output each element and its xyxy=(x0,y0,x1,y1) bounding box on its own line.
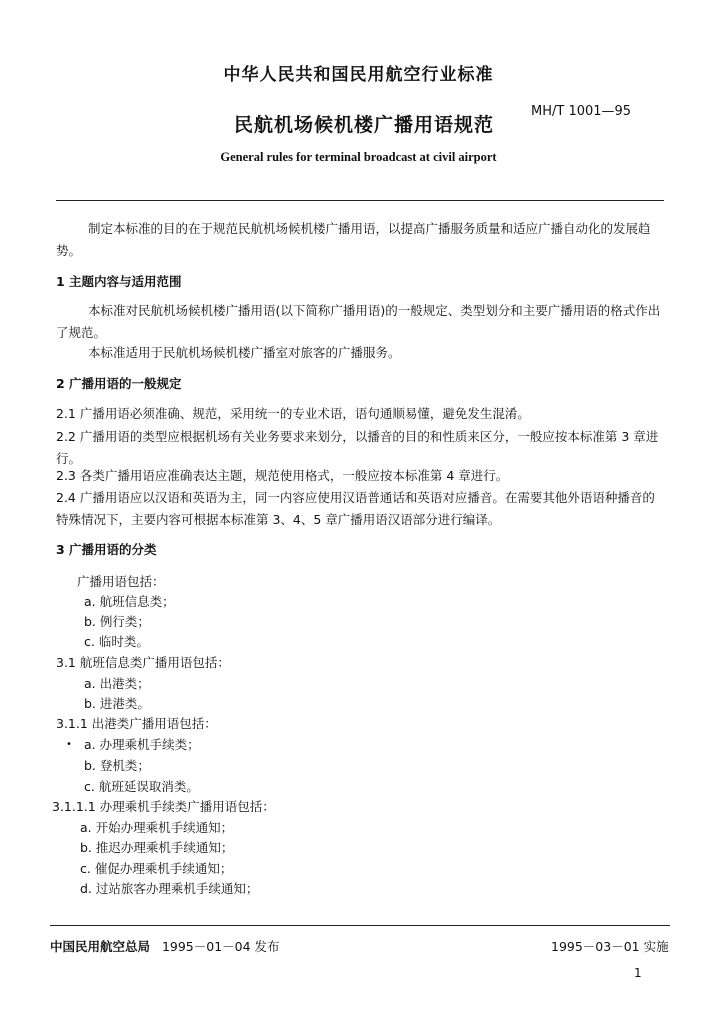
list-line: a. 开始办理乘机手续通知； xyxy=(80,820,234,835)
footer-issuer-line xyxy=(50,937,280,955)
section-1-paragraph-1: 本标准对民航机场候机楼广播用语(以下简称广播用语)的一般规定、类型划分和主要广播用语的格式作出了规范。 xyxy=(56,303,661,340)
section-1-heading: 1 主题内容与适用范围 xyxy=(56,274,182,289)
list-line: a. 航班信息类； xyxy=(84,594,175,609)
list-line: c. 催促办理乘机手续通知； xyxy=(80,861,233,876)
section-3-heading: 3 广播用语的分类 xyxy=(56,542,157,557)
list-line: c. 临时类。 xyxy=(84,634,149,649)
page-number: 1 xyxy=(634,966,642,980)
list-line: 广播用语包括： xyxy=(77,574,165,589)
clause-2-1: 2.1 广播用语必须准确、规范，采用统一的专业术语，语句通顺易懂，避免发生混淆。 xyxy=(56,406,530,421)
footer-rule xyxy=(50,925,670,926)
issuer: 中国民用航空总局 xyxy=(50,939,151,954)
standard-title: 民航机场候机楼广播用语规范 xyxy=(234,114,495,136)
intro-paragraph: 制定本标准的目的在于规范民航机场候机楼广播用语，以提高广播服务质量和适应广播自动化的发展趋势。 xyxy=(56,221,651,258)
list-line: a. 出港类； xyxy=(84,676,150,691)
english-title: General rules for terminal broadcast at civil airport xyxy=(220,150,497,164)
header-rule xyxy=(56,200,664,201)
clause-2-4: 2.4 广播用语应以汉语和英语为主，同一内容应使用汉语普通话和英语对应播音。在需要其他外语语种播音的特殊情况下，主要内容可根据本标准第 3、4、5 章广播用语汉语部分进行编译。 xyxy=(56,490,655,527)
list-line: b. 进港类。 xyxy=(84,696,150,711)
list-line: b. 例行类； xyxy=(84,614,150,629)
list-line: 3.1.1.1 办理乘机手续类广播用语包括： xyxy=(52,799,275,814)
list-line: c. 航班延误取消类。 xyxy=(84,779,199,794)
list-line: b. 登机类； xyxy=(84,758,150,773)
list-line: b. 推迟办理乘机手续通知； xyxy=(80,840,234,855)
standard-number: MH/T 1001—95 xyxy=(531,104,632,119)
list-line: 3.1 航班信息类广播用语包括： xyxy=(56,655,230,670)
section-2-heading: 2 广播用语的一般规定 xyxy=(56,376,182,391)
scan-mark: • xyxy=(66,739,72,750)
list-line: d. 过站旅客办理乘机手续通知； xyxy=(80,881,259,896)
list-line: a. 办理乘机手续类； xyxy=(84,737,200,752)
clause-2-2: 2.2 广播用语的类型应根据机场有关业务要求来划分，以播音的目的和性质来区分，一般应按本标准第 3 章进行。 xyxy=(56,429,659,466)
org-title: 中华人民共和国民用航空行业标准 xyxy=(223,65,494,85)
clause-2-3: 2.3 各类广播用语应准确表达主题，规范使用格式，一般应按本标准第 4 章进行。 xyxy=(56,468,509,483)
list-line: 3.1.1 出港类广播用语包括： xyxy=(56,716,217,731)
section-1-paragraph-2: 本标准适用于民航机场候机楼广播室对旅客的广播服务。 xyxy=(88,345,401,360)
issue-date: 1995－01－04 发布 xyxy=(161,939,280,954)
implementation-date: 1995－03－01 实施 xyxy=(551,939,669,954)
